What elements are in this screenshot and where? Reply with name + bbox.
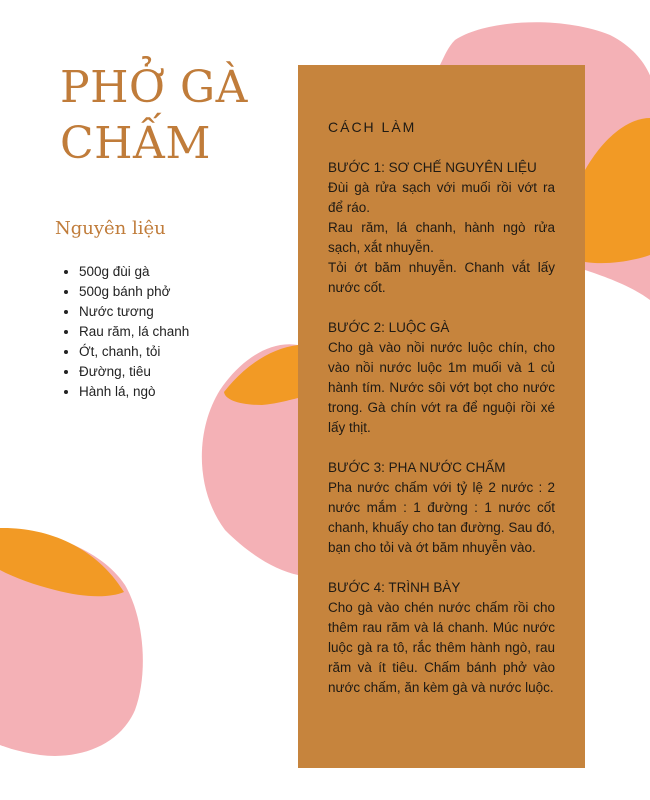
ingredient-item: • Đường, tiêu xyxy=(79,362,189,382)
ingredient-item: • Rau răm, lá chanh xyxy=(79,322,189,342)
step-body: Pha nước chấm với tỷ lệ 2 nước : 2 nước mắm : 1 đường : 1 nước cốt chanh, khuấy cho tan đường. Sau đó, bạn cho tỏi và ớt băm nhuyễn vào. xyxy=(328,480,555,555)
title-line-2: CHẤM xyxy=(60,118,211,169)
ingredient-item: • 500g bánh phở xyxy=(79,282,189,302)
method-panel xyxy=(298,65,585,768)
ingredient-item: • Ớt, chanh, tỏi xyxy=(79,342,189,362)
page-title xyxy=(60,60,260,172)
step-body: Đùi gà rửa sạch với muối rồi vớt ra để ráo. Rau răm, lá chanh, hành ngò rửa sạch, xắt nhuyễn. Tỏi ớt băm nhuyễn. Chanh vắt lấy nước cốt. xyxy=(328,180,555,295)
step-title: BƯỚC 2: LUỘC GÀ xyxy=(328,320,450,335)
method-heading: CÁCH LÀM xyxy=(328,119,417,135)
ingredient-item: • 500g đùi gà xyxy=(79,262,189,282)
ingredient-item: • Nước tương xyxy=(79,302,189,322)
step-title: BƯỚC 3: PHA NƯỚC CHẤM xyxy=(328,460,506,475)
step-title: BƯỚC 1: SƠ CHẾ NGUYÊN LIỆU xyxy=(328,160,537,175)
ingredients-list xyxy=(55,262,189,402)
method-step xyxy=(328,318,555,438)
method-step xyxy=(328,158,555,298)
step-body: Cho gà vào nồi nước luộc chín, cho vào nồi nước luộc 1m muối và 1 củ hành tím. Nước sôi vớt bọt cho nước trong. Gà chín vớt ra để nguội rồi xé lấy thịt. xyxy=(328,340,555,435)
step-title: BƯỚC 4: TRÌNH BÀY xyxy=(328,580,461,595)
ingredients-heading: Nguyên liệu xyxy=(55,218,166,239)
title-line-1: PHỞ GÀ xyxy=(60,62,248,113)
ingredient-item: • Hành lá, ngò xyxy=(79,382,189,402)
method-step xyxy=(328,458,555,558)
step-body: Cho gà vào chén nước chấm rồi cho thêm rau răm và lá chanh. Múc nước luộc gà ra tô, rắc thêm hành ngò, rau răm và ít tiêu. Chấm bánh phở vào nước chấm, ăn kèm gà và nước luộc. xyxy=(328,600,555,695)
method-step xyxy=(328,578,555,698)
